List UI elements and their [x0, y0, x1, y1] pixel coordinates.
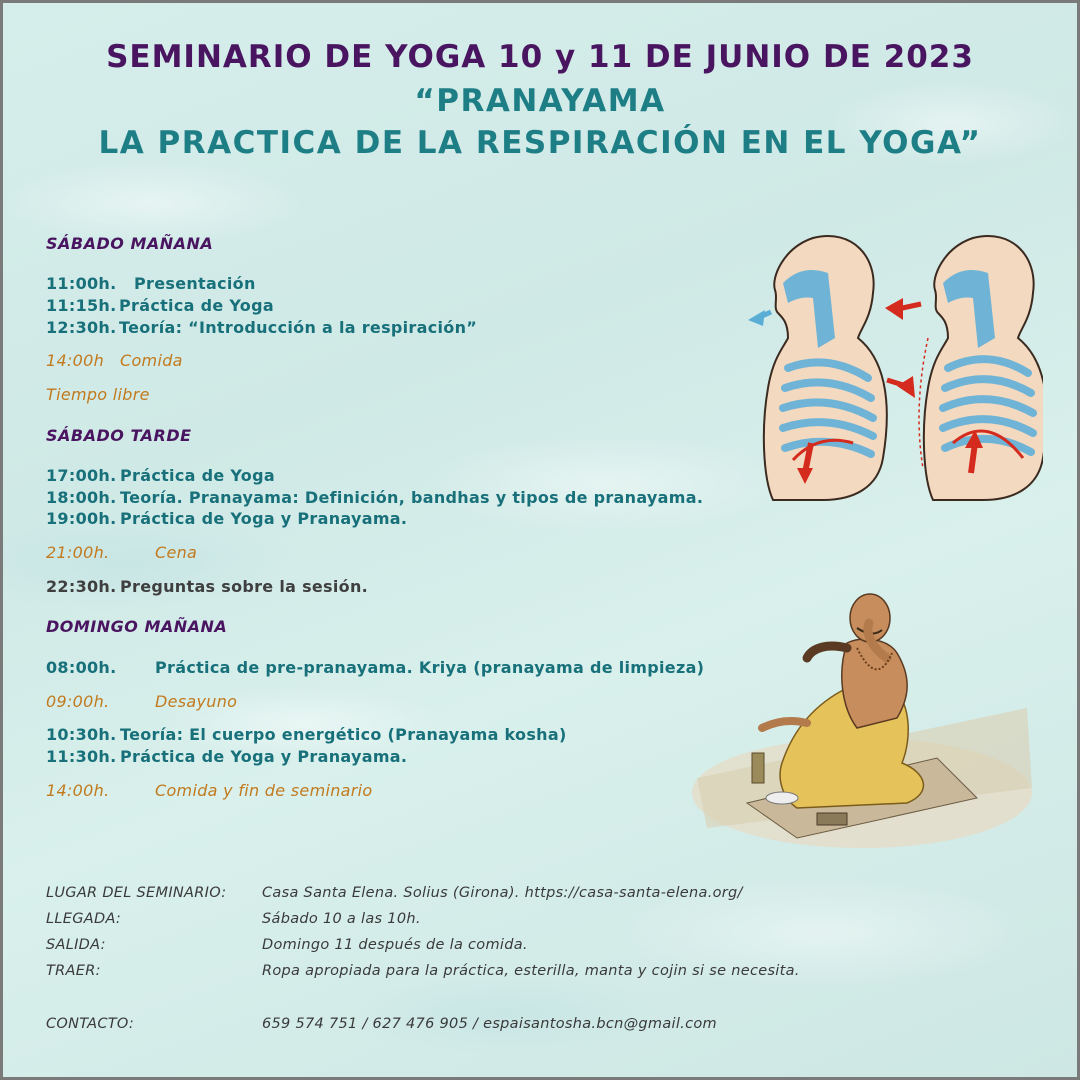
- schedule-text: Teoría. Pranayama: Definición, bandhas y tipos de pranayama.: [120, 488, 704, 507]
- schedule-text: Desayuno: [155, 692, 238, 711]
- schedule-text: Teoría: “Introducción a la respiración”: [119, 318, 478, 337]
- section-heading-sabado-manana: SÁBADO MAÑANA: [46, 234, 214, 253]
- schedule-item: [46, 725, 567, 744]
- schedule-time: 11:15h.: [46, 296, 117, 315]
- info-salida: [46, 937, 528, 953]
- schedule-text: Práctica de Yoga: [119, 296, 274, 315]
- schedule-item: [46, 488, 703, 507]
- schedule-text: Comida y fin de seminario: [155, 781, 373, 800]
- info-lugar: [46, 885, 743, 901]
- schedule-item: [46, 274, 256, 293]
- schedule-time: 08:00h.: [46, 658, 117, 677]
- info-contacto-label: CONTACTO:: [46, 1016, 135, 1032]
- schedule-item: [46, 577, 368, 596]
- schedule-item: [46, 351, 183, 370]
- schedule-time: 11:00h.: [46, 274, 117, 293]
- schedule-text: Presentación: [134, 274, 256, 293]
- schedule-time: 12:30h.: [46, 318, 117, 337]
- schedule-item: [46, 385, 150, 404]
- schedule-time: 21:00h.: [46, 543, 110, 562]
- title-line-1: SEMINARIO DE YOGA 10 y 11 DE JUNIO DE 2023: [106, 39, 974, 75]
- schedule-time: 14:00h.: [46, 781, 110, 800]
- info-llegada: [46, 911, 421, 927]
- schedule-text: Práctica de pre-pranayama. Kriya (pranayama de limpieza): [155, 658, 705, 677]
- title-line-3: LA PRACTICA DE LA RESPIRACIÓN EN EL YOGA”: [98, 125, 982, 161]
- schedule-text: Práctica de Yoga: [120, 466, 275, 485]
- schedule-time: 11:30h.: [46, 747, 117, 766]
- info-lugar-label: LUGAR DEL SEMINARIO:: [46, 885, 227, 901]
- meditating-yogi-illustration: [687, 588, 1037, 863]
- schedule-text: Cena: [155, 543, 198, 562]
- info-salida-label: SALIDA:: [46, 937, 106, 953]
- info-traer-label: TRAER:: [46, 963, 101, 979]
- schedule-text: Práctica de Yoga y Pranayama.: [120, 509, 408, 528]
- section-heading-sabado-tarde: SÁBADO TARDE: [46, 426, 192, 445]
- schedule-item: [46, 692, 237, 711]
- schedule-text: Teoría: El cuerpo energético (Pranayama kosha): [120, 725, 567, 744]
- schedule-item: [46, 296, 274, 315]
- info-contacto: [46, 1016, 717, 1032]
- title-line-2: “PRANAYAMA: [414, 83, 666, 119]
- schedule-item: [46, 543, 197, 562]
- info-lugar-value: Casa Santa Elena. Solius (Girona). https://casa-santa-elena.org/: [262, 885, 743, 901]
- schedule-text: Comida: [120, 351, 183, 370]
- inhale-figure: [885, 236, 1043, 500]
- schedule-text: Preguntas sobre la sesión.: [120, 577, 369, 596]
- schedule-time: 22:30h.: [46, 577, 117, 596]
- exhale-figure: [748, 236, 887, 500]
- schedule-item: [46, 318, 477, 337]
- schedule-time: 14:00h: [46, 351, 105, 370]
- schedule-item: [46, 781, 372, 800]
- info-traer-value: Ropa apropiada para la práctica, esterilla, manta y cojin si se necesita.: [262, 963, 800, 979]
- schedule-time: 09:00h.: [46, 692, 110, 711]
- schedule-item: [46, 509, 407, 528]
- schedule-time: 17:00h.: [46, 466, 117, 485]
- schedule-time: 10:30h.: [46, 725, 117, 744]
- schedule-item: [46, 658, 704, 677]
- info-llegada-value: Sábado 10 a las 10h.: [262, 911, 421, 927]
- info-salida-value: Domingo 11 después de la comida.: [262, 937, 528, 953]
- schedule-text: Práctica de Yoga y Pranayama.: [120, 747, 408, 766]
- breathing-diagram-illustration: [743, 228, 1043, 508]
- schedule-time: 18:00h.: [46, 488, 117, 507]
- schedule-time: 19:00h.: [46, 509, 117, 528]
- info-llegada-label: LLEGADA:: [46, 911, 122, 927]
- schedule-text: Tiempo libre: [46, 385, 150, 404]
- info-contacto-value: 659 574 751 / 627 476 905 / espaisantosha.bcn@gmail.com: [262, 1016, 717, 1032]
- section-heading-domingo-manana: DOMINGO MAÑANA: [46, 617, 228, 636]
- schedule-item: [46, 747, 407, 766]
- info-traer: [46, 963, 800, 979]
- schedule-item: [46, 466, 275, 485]
